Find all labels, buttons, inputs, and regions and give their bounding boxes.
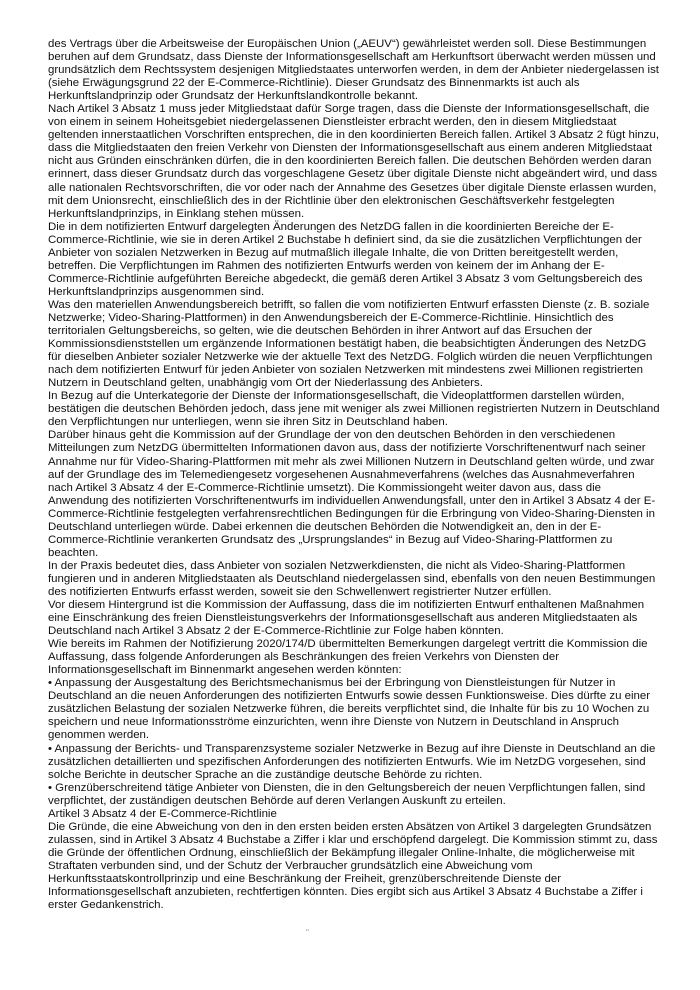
paragraph-praxis: In der Praxis bedeutet dies, dass Anbieter von sozialen Netzwerkdiensten, die nicht als Video-Sharing-Plattformen fungieren und in anderen Mitgliedstaaten als Deutschland niedergelassen sind, ebenfalls von den neuen Bestimmungen des notifizierten Entwurfs erfasst werden, soweit sie den Schwellenwert registrierter Nutzer erfüllen. [48, 559, 656, 598]
bullet-auskunft: • Grenzüberschreitend tätige Anbieter von Diensten, die in den Geltungsbereich der neuen Verpflichtungen fallen, sind verpflichtet, der zuständigen deutschen Behörde auf deren Verlangen Auskunft zu erteilen. [48, 781, 646, 807]
section-heading-artikel-3-absatz-4: Artikel 3 Absatz 4 der E-Commerce-Richtlinie [48, 807, 277, 820]
footer-mark: ¨ [306, 928, 309, 938]
paragraph-notifizierung-2020-174-d: Wie bereits im Rahmen der Notifizierung 2020/174/D übermittelten Bemerkungen dargelegt vertritt die Kommission die Auffassung, dass folgende Anforderungen als Beschränkungen des freien Verkehrs von Diensten der Informationsgesellschaft im Binnenmarkt angesehen werden könnten: [48, 638, 648, 677]
paragraph-herkunftslandprinzip: des Vertrags über die Arbeitsweise der Europäischen Union („AEUV“) gewährleistet werden soll. Diese Bestimmungen beruhen auf dem Grundsatz, dass Dienste der Informationsgesellschaft am Herkunftsort überwacht werden müssen und grundsätzlich dem Rechtssystem desjenigen Mitgliedstaates unterworfen werden, in dem der Anbieter niedergelassen ist (siehe Erwägungsgrund 22 der E-Commerce-Richtlinie). Dieser Grundsatz des Binnenmarkts ist auch als Herkunftslandprinzip oder Grundsatz der Herkunftslandkontrolle bekannt. [48, 38, 659, 103]
paragraph-abweichung-gruende: Die Gründe, die eine Abweichung von den in den ersten beiden ersten Absätzen von Artikel 3 dargelegten Grundsätzen zulassen, sind in Artikel 3 Absatz 4 Buchstabe a Ziffer i klar und erschöpfend dargelegt. Die Kommission stimmt zu, dass die Gründe der öffentlichen Ordnung, einschließlich der Bekämpfung illegaler Online-Inhalte, die möglicherweise mit Straftaten verbunden sind, und der Schutz der Verbraucher grundsätzlich eine Abweichung vom Herkunftsstaatskontrollprinzip und eine Beschränkung der Freiheit, grenzüberschreitende Dienste der Informationsgesellschaft anzubieten, rechtfertigen könnten. Dies ergibt sich aus Artikel 3 Absatz 4 Buchstabe a Ziffer i erster Gedankenstrich. [48, 820, 658, 912]
paragraph-artikel-3-absatz-1-2: Nach Artikel 3 Absatz 1 muss jeder Mitgliedstaat dafür Sorge tragen, dass die Dienste der Informationsgesellschaft, die von einem in seinem Hoheitsgebiet niedergelassenen Dienstleister erbracht werden, den in diesem Mitgliedstaat geltenden innerstaatlichen Vorschriften entsprechen, die in den koordinierten Bereich fallen. Artikel 3 Absatz 2 fügt hinzu, dass die Mitgliedstaaten den freien Verkehr von Diensten der Informationsgesellschaft aus einem anderen Mitgliedstaat nicht aus Gründen einschränken dürfen, die in den koordinierten Bereich fallen. Die deutschen Behörden werden daran erinnert, dass dieser Grundsatz durch das vorgeschlagene Gesetz über digitale Dienste nicht abgeändert wird, und dass alle nationalen Rechtsvorschriften, die vor oder nach der Annahme des Gesetzes über digitale Dienste erlassen wurden, mit dem Unionsrecht, einschließlich des in der Richtlinie über den elektronischen Geschäftsverkehr festgelegten Herkunftslandprinzips, in Einklang stehen müssen. [48, 103, 660, 220]
bullet-transparenzsysteme: • Anpassung der Berichts- und Transparenzsysteme sozialer Netzwerke in Bezug auf ihre Dienste in Deutschland an die zusätzlichen detaillierten und spezifischen Anforderungen des notifizierten Entwurfs. Wie im NetzDG vorgesehen, sind solche Berichte in deutscher Sprache an die zuständige deutsche Behörde zu richten. [48, 742, 656, 781]
bullet-berichtsmechanismus: • Anpassung der Ausgestaltung des Berichtsmechanismus bei der Erbringung von Dienstleistungen für Nutzer in Deutschland an die neuen Anforderungen des notifizierten Entwurfs sowie dessen Funktionsweise. Dies dürfte zu einer zusätzlichen Belastung der sozialen Netzwerke führen, die bereits verpflichtet sind, die Inhalte für bis zu 10 Wochen zu speichern und neue Informationsströme einzurichten, wenn ihre Dienste von Nutzern in Deutschland in Anspruch genommen werden. [48, 677, 651, 742]
paragraph-anwendungsbereich: Was den materiellen Anwendungsbereich betrifft, so fallen die vom notifizierten Entwurf erfassten Dienste (z. B. soziale Netzwerke; Video-Sharing-Plattformen) in den Anwendungsbereich der E-Commerce-Richtlinie. Hinsichtlich des territorialen Geltungsbereichs, so gelten, wie die deutschen Behörden in ihrer Antwort auf das Ersuchen der Kommissionsdienststellen um ergänzende Informationen bestätigt haben, die beabsichtigten Änderungen des NetzDG für dieselben Anbieter sozialer Netzwerke wie der aktuelle Text des NetzDG. Folglich würden die neuen Verpflichtungen nach dem notifizierten Entwurf für jeden Anbieter von sozialen Netzwerken mit mindestens zwei Millionen registrierten Nutzern in Deutschland gelten, unabhängig vom Ort der Niederlassung des Anbieters. [48, 298, 653, 390]
paragraph-videoplattformen: In Bezug auf die Unterkategorie der Dienste der Informationsgesellschaft, die Videoplattformen darstellen würden, bestätigen die deutschen Behörden jedoch, dass jene mit weniger als zwei Millionen registrierten Nutzern in Deutschland den Verpflichtungen nur unterliegen, wenn sie ihren Sitz in Deutschland haben. [48, 390, 660, 429]
paragraph-koordinierter-bereich: Die in dem notifizierten Entwurf dargelegten Änderungen des NetzDG fallen in die koordinierten Bereiche der E-Commerce-Richtlinie, wie sie in deren Artikel 2 Buchstabe h definiert sind, da sie die zusätzlichen Verpflichtungen der Anbieter von sozialen Netzwerken in Bezug auf mutmaßlich illegale Inhalte, die von Dritten bereitgestellt werden, betreffen. Die Verpflichtungen im Rahmen des notifizierten Entwurfs werden von keinem der im Anhang der E-Commerce-Richtlinie aufgeführten Bereiche abgedeckt, die gemäß deren Artikel 3 Absatz 3 vom Geltungsbereich des Herkunftslandprinzips ausgenommen sind. [48, 220, 643, 298]
paragraph-hintergrund: Vor diesem Hintergrund ist die Kommission der Auffassung, dass die im notifizierten Entwurf enthaltenen Maßnahmen eine Einschränkung des freien Dienstleistungsverkehrs der Informationsgesellschaft aus anderen Mitgliedstaaten als Deutschland nach Artikel 3 Absatz 2 der E-Commerce-Richtlinie zur Folge haben könnten. [48, 599, 645, 638]
paragraph-kommission-grundlage: Darüber hinaus geht die Kommission auf der Grundlage der von den deutschen Behörden in den verschiedenen Mitteilungen zum NetzDG übermittelten Informationen davon aus, dass der notifizierte Vorschriftenentwurf nach seiner Annahme nur für Video-Sharing-Plattformen mit mehr als zwei Millionen Nutzern in Deutschland gelten würde, und zwar auf der Grundlage des im Telemediengesetz vorgesehenen Ausnahmeverfahrens (welches das Ausnahmeverfahren nach Artikel 3 Absatz 4 der E-Commerce-Richtlinie umsetzt). Die Kommissiongeht weiter davon aus, dass die Anwendung des notifizierten Vorschriftenentwurfs im individuellen Anwendungsfall, unter den in Artikel 3 Absatz 4 der E-Commerce-Richtlinie festgelegten verfahrensrechtlichen Bedingungen für die Erbringung von Video-Sharing-Diensten in Deutschland unterliegen würde. Dabei erkennen die deutschen Behörden die Notwendigkeit an, den in der E-Commerce-Richtlinie verankerten Grundsatz des „Ursprungslandes“ in Bezug auf Video-Sharing-Plattformen zu beachten. [48, 429, 656, 559]
document-body [48, 38, 660, 912]
